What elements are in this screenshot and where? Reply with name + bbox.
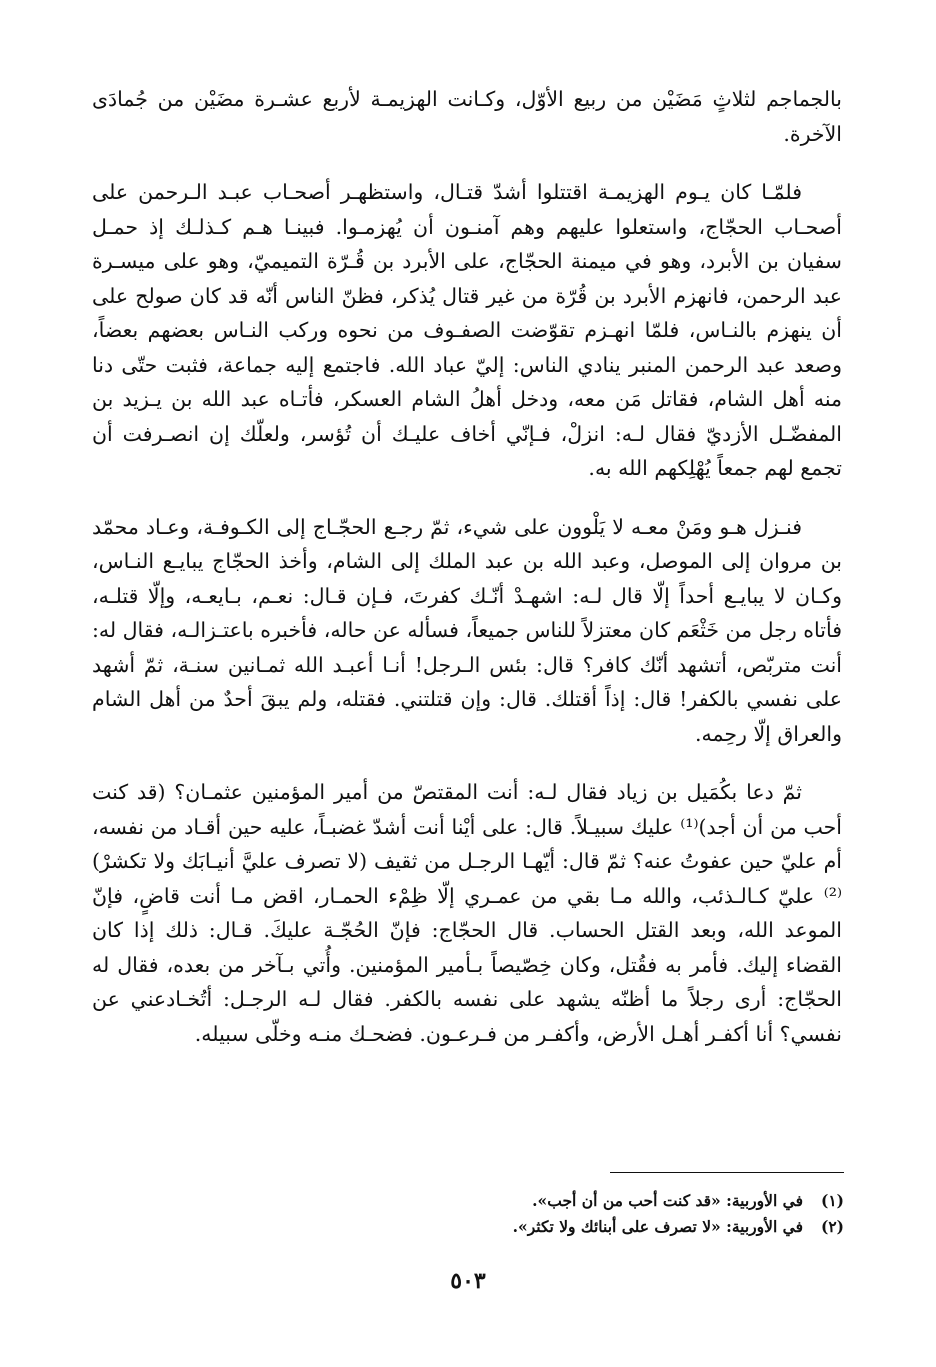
paragraph-1: بالجماجم لثلاثٍ مَضَيْن من ربيع الأوّل، وكـانت الهزيمـة لأربع عشـرة مضَيْن من جُمادَى الآخرة. — [92, 87, 842, 146]
footnote-text: في الأوربية: «قد كنت أحب من أن أجب». — [532, 1191, 803, 1210]
footnote-text: في الأوربية: «لا تصرف على أبنائك ولا تكثر». — [512, 1217, 803, 1236]
page-number: ٥٠٣ — [450, 1268, 486, 1294]
page-body — [92, 82, 842, 1075]
footnote-number: (١) — [820, 1191, 844, 1210]
paragraph-3: فنـزل هـو ومَنْ معـه لا يَلْوون على شيء، ثمّ رجـع الحجّـاج إلى الكـوفـة، وعـاد محمّد بن مروان إلى الموصل، وعبد الله بن عبد الملك إلى الشام، وأخذ الحجّاج يبايـع النـاس، وكـان لا يبايـع أحداً إلّا قال لـه: اشهـدْ أنّـك كفرتَ، فـإن قـال: نعـم، بـايعـه، وإلّا قتلـه، فأتاه رجل من خَثْعَم كان معتزلاً للناس جميعاً، فسأله عن حاله، فأخبره باعتـزالـه، فقال له: أنت متربّص، أتشهد أنّك كافر؟ قال: بئس الـرجل! أنـا أعبـد الله ثمـانين سنـة، ثمّ أشهد على نفسي بالكفر! قال: إذاً أقتلك. قال: وإن قتلتني. فقتله، ولم يبقَ أحدٌ من أهل الشام والعراق إلّا رحِمه. — [92, 514, 842, 746]
footnote-divider — [610, 1172, 844, 1173]
footnote-1 — [244, 1188, 844, 1214]
footnote-number: (٢) — [820, 1217, 844, 1236]
paragraph-2: فلمّـا كان يـوم الهزيمـة اقتتلوا أشدّ قتـال، واستظهـر أصحـاب عبـد الـرحمن على أصحـاب الحجّاج، واستعلوا عليهم وهم آمنـون أن يُهزمـوا. فبينـا هـم كـذلـك إذ حمـل سفيان بن الأبرد، وهو في ميمنة الحجّاج، على الأبرد بن قُـرّة التميميّ، وهو على ميسـرة عبد الرحمن، فانهزم الأبرد بن قُرّة من غير قتال يُذكر، فظنّ الناس أنّه قد كان صولح على أن ينهزم بالنـاس، فلمّا انهـزم تقوّضت الصفـوف من نحوه وركب النـاس بعضهم بعضاً، وصعد عبد الرحمن المنبر ينادي الناس: إليّ عباد الله. فاجتمع إليه جماعة، فثبت حتّى دنا منه أهل الشام، فقاتل مَن معه، ودخل أهلُ الشام العسكر، فأتـاه عبد الله بن يـزيد بن المفضّـل الأزديّ فقال لـه: انزلْ، فـإنّي أخاف عليـك أن تُؤسر، ولعلّك إن انصـرفت أن تجمع لهم جمعاً يُهْلِكهم الله به. — [92, 180, 842, 480]
paragraph-4: ثمّ دعا بكُمَيل بن زياد فقال لـه: أنت المقتصّ من أمير المؤمنين عثمـان؟ (قد كنت أحب من أن أجد)⁽¹⁾ عليك سبيـلاً. قال: على أيْنا أنت أشدّ غضبـاً، عليه حين أقـاد من نفسه، أم عليّ حين عفوتُ عنه؟ ثمّ قال: أيّهـا الرجـل من ثقيف (لا تصرف عليَّ أنيـابَك ولا تكشرْ)⁽²⁾ عليّ كـالـذئب، والله مـا بقي من عمـري إلّا ظِمْء الحمـار، اقض مـا أنت قاضٍ، فإنّ الموعد الله، وبعد القتل الحساب. قال الحجّاج: فإنّ الحُجّـة عليكَ. قـال: ذلك إذا كان القضاء إليك. فأمر به فقُتل، وكان خِصّيصاً بـأمير المؤمنين. وأُتي بـآخر من بعده، فقال له الحجّاج: أرى رجلاً ما أظنّه يشهد على نفسه بالكفر. فقال لـه الرجـل: أتُخـادعني عن نفسي؟ أنا أكفـر أهـل الأرض، وأكفـر من فـرعـون. فضحـك منـه وخلّى سبيله. — [92, 780, 843, 1046]
footnotes — [244, 1188, 844, 1240]
footnote-2 — [244, 1214, 844, 1240]
